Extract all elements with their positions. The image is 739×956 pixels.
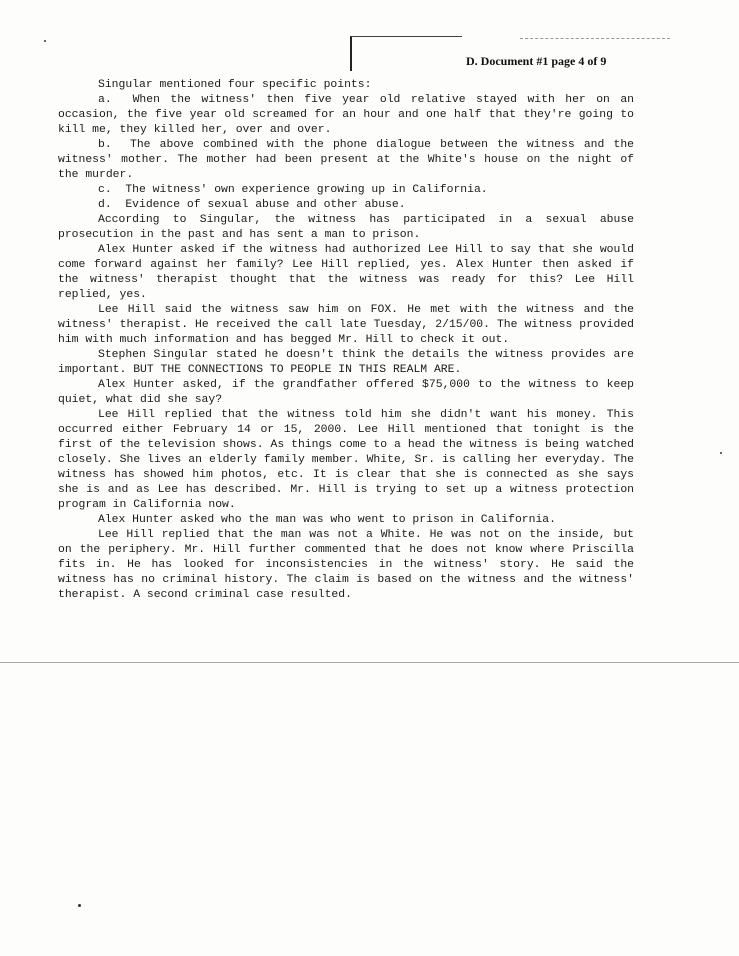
point-a <box>58 93 634 138</box>
scan-speck <box>78 904 81 907</box>
paragraph: Lee Hill replied that the man was not a White. He was not on the inside, but on the periphery. Mr. Hill further commented that he does not know where Priscilla fits in. He has looked for inconsistencies in the witness' story. He said the witness has no criminal history. The claim is based on the witness and the witness' therapist. A second criminal case resulted. <box>58 529 634 601</box>
paragraph: Stephen Singular stated he doesn't think the details the witness provides are important. BUT THE CONNECTIONS TO PEOPLE IN THIS REALM ARE. <box>58 349 634 376</box>
paragraph: Alex Hunter asked if the witness had authorized Lee Hill to say that she would come forward against her family? Lee Hill replied, yes. Alex Hunter then asked if the witness' therapist thought that the witness was ready for this? Lee Hill replied, yes. <box>58 244 634 301</box>
point-text: The witness' own experience growing up in California. <box>125 184 488 196</box>
page-identifier: D. Document #1 page 4 of 9 <box>466 54 607 68</box>
point-label: a. <box>98 94 112 106</box>
point-label: b. <box>98 139 112 151</box>
point-text: The above combined with the phone dialogue between the witness and the witness' mother. The mother had been present at the White's house on the night of the murder. <box>58 139 634 181</box>
paragraph: Alex Hunter asked, if the grandfather offered $75,000 to the witness to keep quiet, what did she say? <box>58 379 634 406</box>
point-c <box>58 183 634 198</box>
paragraph: According to Singular, the witness has participated in a sexual abuse prosecution in the past and has sent a man to prison. <box>58 214 634 241</box>
stamp-box <box>350 36 462 71</box>
scan-artifact-line <box>0 662 739 663</box>
point-label: c. <box>98 184 112 196</box>
point-text: When the witness' then five year old relative stayed with her on an occasion, the five year old screamed for an hour and one half that they're going to kill me, they killed her, over and over. <box>58 94 635 136</box>
stamp-line <box>520 38 670 40</box>
point-d <box>58 198 634 213</box>
document-body <box>58 78 634 603</box>
scan-speck <box>720 452 722 454</box>
paragraph: Alex Hunter asked who the man was who went to prison in California. <box>98 514 556 526</box>
point-b <box>58 138 634 183</box>
intro-line: Singular mentioned four specific points: <box>98 79 372 91</box>
point-label: d. <box>98 199 112 211</box>
point-text: Evidence of sexual abuse and other abuse. <box>125 199 406 211</box>
scan-speck <box>44 40 46 42</box>
paragraph: Lee Hill replied that the witness told him she didn't want his money. This occurred either February 14 or 15, 2000. Lee Hill mentioned that tonight is the first of the television shows. As things come to a head the witness is being watched closely. She lives an elderly family member. White, Sr. is calling her everyday. The witness has showed him photos, etc. It is clear that she is connected as she says she is and as Lee has described. Mr. Hill is trying to set up a witness protection program in California now. <box>58 409 634 511</box>
paragraph: Lee Hill said the witness saw him on FOX. He met with the witness and the witness' therapist. He received the call late Tuesday, 2/15/00. The witness provided him with much information and has begged Mr. Hill to check it out. <box>58 304 634 346</box>
